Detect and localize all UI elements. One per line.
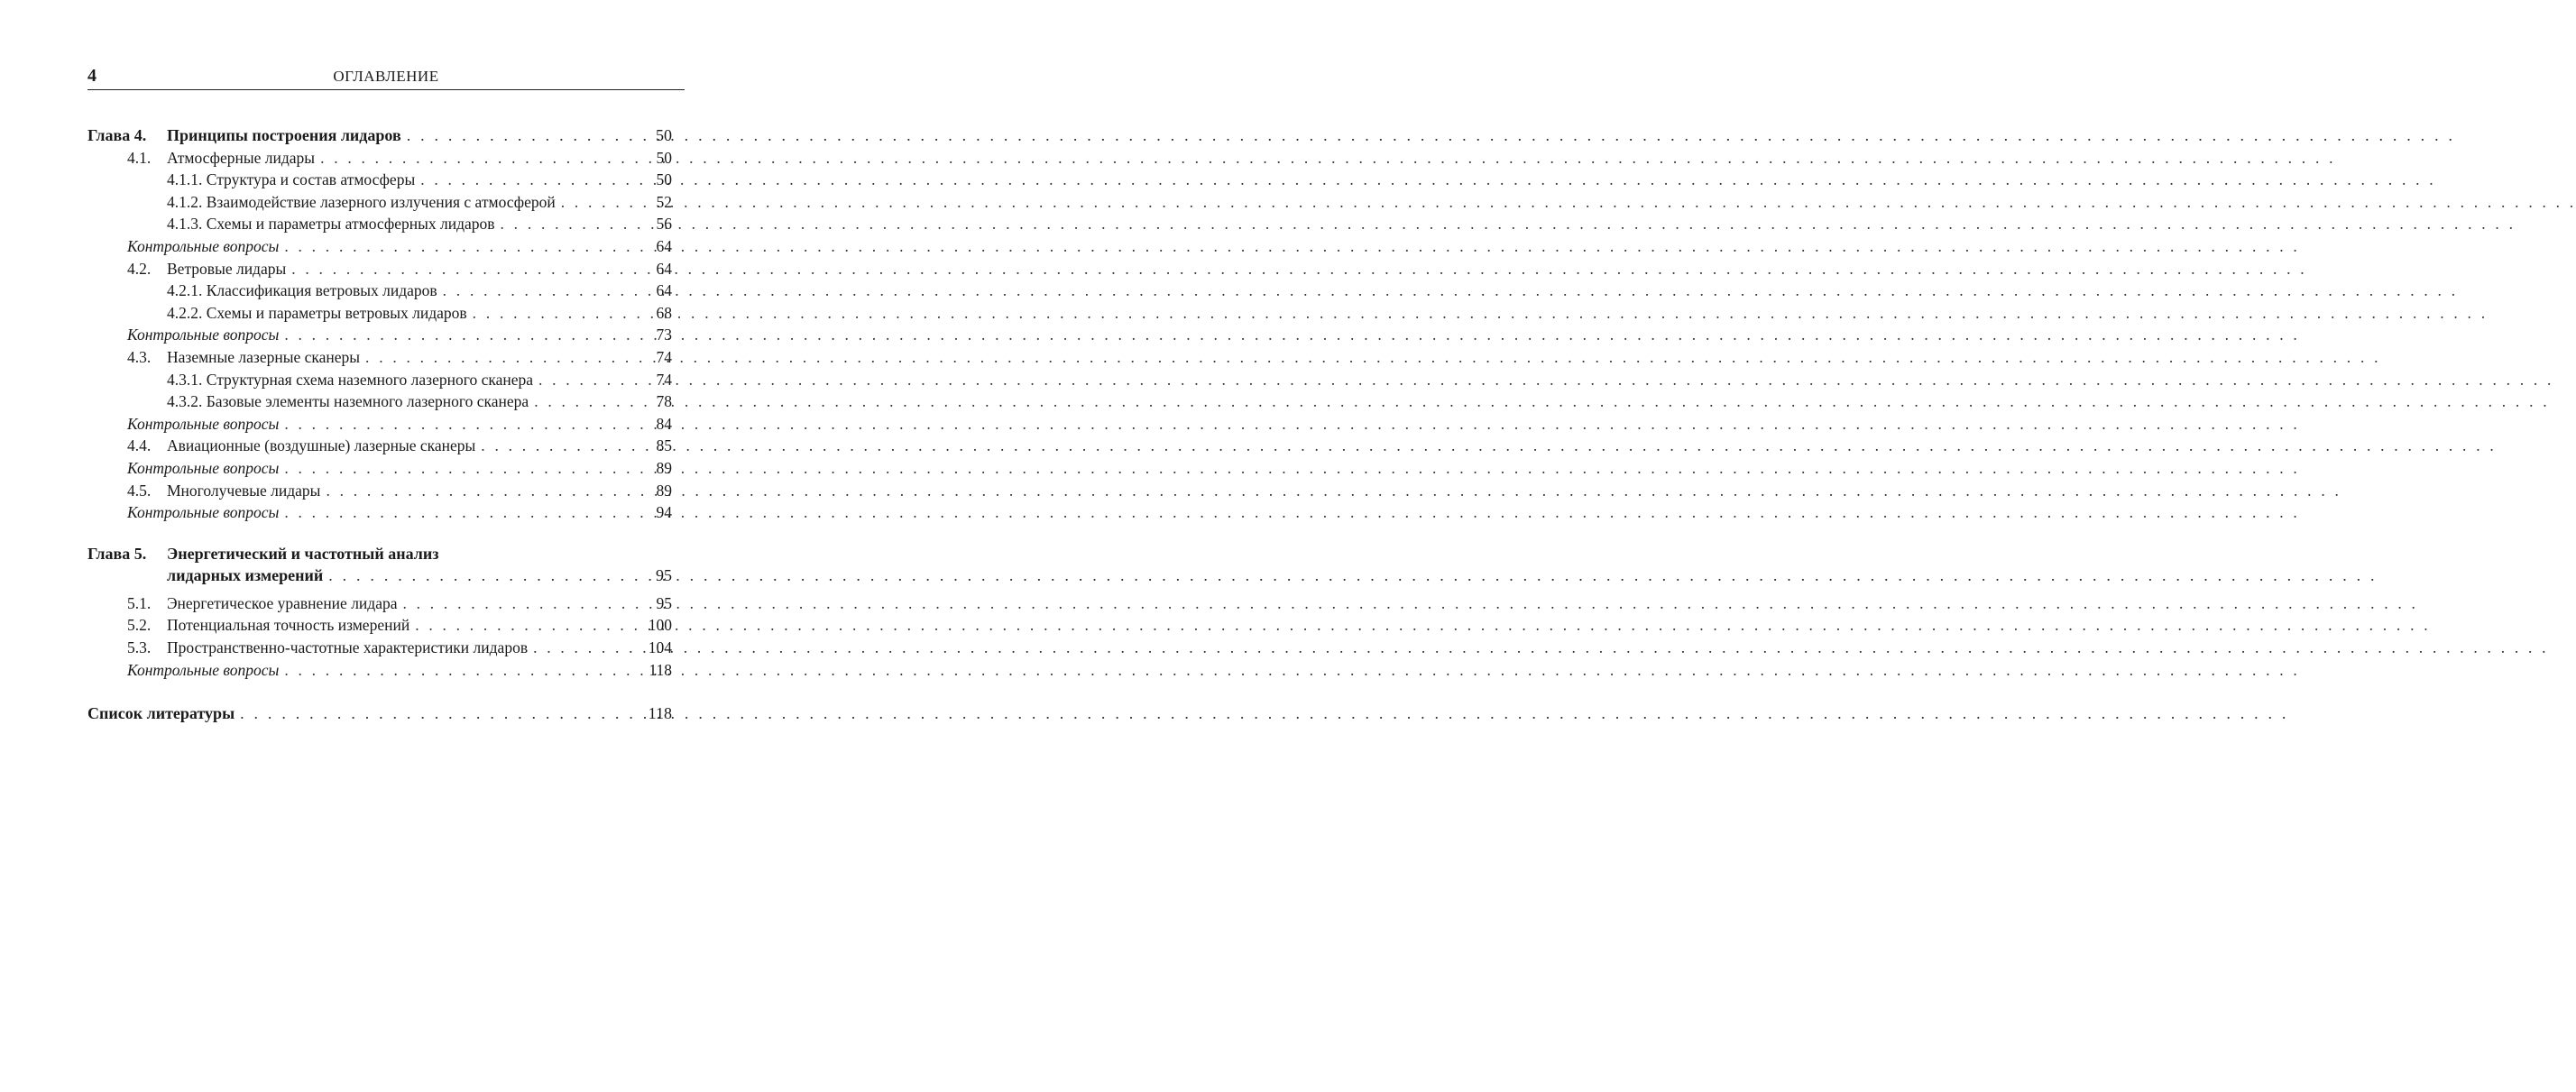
entry-title: Потенциальная точность измерений (167, 616, 410, 635)
section-number: 5.2. (127, 616, 152, 635)
page-ref: 89 (656, 481, 672, 500)
section-number: 4.3. (127, 347, 152, 366)
leader-dots (326, 480, 632, 502)
entry-title: Контрольные вопросы (127, 503, 280, 522)
page-ref: 50 (656, 148, 672, 167)
page-ref: 74 (656, 370, 672, 389)
leader-dots (415, 614, 632, 637)
leader-dots (561, 191, 632, 214)
entry-title: 4.1.2. Взаимодействие лазерного излучения с атмосферой (167, 192, 556, 211)
entry-title: 4.3.2. Базовые элементы наземного лазерного сканера (167, 392, 529, 411)
page-ref: 84 (656, 414, 672, 433)
page-ref: 85 (656, 436, 672, 455)
toc-section[interactable] (87, 346, 685, 369)
toc-review-questions[interactable] (87, 501, 685, 524)
entry-title: Контрольные вопросы (127, 660, 280, 679)
page-ref: 52 (656, 192, 672, 211)
leader-dots (538, 369, 632, 391)
toc-review-questions[interactable] (87, 324, 685, 346)
toc-review-questions[interactable] (87, 235, 685, 258)
chapter-number: Глава 4. (87, 126, 147, 144)
page-ref: 64 (656, 259, 672, 278)
toc-section[interactable] (87, 592, 685, 615)
leader-dots (402, 592, 632, 615)
toc-bibliography[interactable] (87, 702, 685, 725)
page-number: 4 (87, 66, 97, 86)
leader-dots (473, 302, 632, 325)
entry-title: Наземные лазерные сканеры (167, 347, 361, 366)
section-number: 5.3. (127, 638, 152, 657)
bibliography-title: Список литературы (87, 704, 235, 723)
page-ref: 118 (648, 704, 672, 723)
page-ref: 94 (656, 503, 672, 522)
leader-dots (534, 390, 632, 413)
page-ref: 73 (656, 326, 672, 344)
page-ref: 95 (656, 566, 672, 585)
entry-title: Атмосферные лидары (167, 148, 316, 167)
toc-subsection[interactable] (87, 280, 685, 302)
leader-dots (328, 564, 632, 587)
page-ref: 118 (649, 660, 672, 679)
toc-subsection[interactable] (87, 369, 685, 391)
toc-section[interactable] (87, 435, 685, 457)
toc-review-questions[interactable] (87, 413, 685, 436)
toc-subsection[interactable] (87, 191, 685, 214)
entry-title: Контрольные вопросы (127, 236, 280, 255)
running-title: ОГЛАВЛЕНИЕ (333, 68, 439, 85)
toc-review-questions[interactable] (87, 659, 685, 682)
page-header (87, 64, 685, 90)
leader-dots (443, 280, 632, 302)
page-ref: 64 (656, 281, 672, 300)
chapter-title-line1: Энергетический и частотный анализ (167, 544, 439, 563)
chapter-title-line2: лидарных измерений (167, 566, 324, 585)
table-of-contents (87, 124, 685, 725)
leader-dots (320, 147, 632, 170)
page-ref: 50 (656, 170, 672, 189)
entry-title: Ветровые лидары (167, 259, 287, 278)
section-number: 4.4. (127, 436, 152, 455)
chapter-title: Принципы построения лидаров (167, 126, 401, 144)
leader-dots (284, 501, 632, 524)
chapter-number: Глава 5. (87, 544, 147, 563)
page-ref: 100 (648, 616, 672, 635)
leader-dots (533, 637, 632, 659)
section-number: 4.5. (127, 481, 152, 500)
leader-dots (284, 235, 632, 258)
entry-title: Энергетическое уравнение лидара (167, 593, 398, 612)
toc-section[interactable] (87, 258, 685, 280)
toc-section[interactable] (87, 147, 685, 170)
entry-title: Контрольные вопросы (127, 326, 280, 344)
toc-section[interactable] (87, 637, 685, 659)
leader-dots (284, 324, 632, 346)
toc-subsection[interactable] (87, 302, 685, 325)
page-ref: 74 (656, 347, 672, 366)
page-ref: 56 (656, 215, 672, 234)
page-ref: 104 (648, 638, 672, 657)
leader-dots (481, 435, 632, 457)
leader-dots (284, 413, 632, 436)
page-ref: 68 (656, 303, 672, 322)
entry-title: Контрольные вопросы (127, 414, 280, 433)
entry-title: 4.2.1. Классификация ветровых лидаров (167, 281, 437, 300)
leader-dots (407, 124, 632, 147)
toc-review-questions[interactable] (87, 457, 685, 480)
toc-chapter-4[interactable] (87, 124, 685, 147)
toc-section[interactable] (87, 614, 685, 637)
toc-chapter-5[interactable] (87, 543, 685, 565)
entry-title: Контрольные вопросы (127, 458, 280, 477)
toc-chapter-5-cont[interactable] (87, 564, 685, 587)
toc-subsection[interactable] (87, 390, 685, 413)
page-ref: 64 (656, 236, 672, 255)
entry-title: 4.1.1. Структура и состав атмосферы (167, 170, 416, 189)
leader-dots (365, 346, 632, 369)
leader-dots (291, 258, 632, 280)
chapter-4-entries (87, 147, 685, 524)
entry-title: Многолучевые лидары (167, 481, 321, 500)
toc-subsection[interactable] (87, 213, 685, 235)
entry-title: 4.2.2. Схемы и параметры ветровых лидаров (167, 303, 467, 322)
entry-title: 4.3.1. Структурная схема наземного лазерного сканера (167, 370, 533, 389)
leader-dots (420, 169, 632, 191)
entry-title: 4.1.3. Схемы и параметры атмосферных лидаров (167, 215, 495, 234)
leader-dots (501, 213, 632, 235)
entry-title: Авиационные (воздушные) лазерные сканеры (167, 436, 476, 455)
page-ref: 95 (656, 593, 672, 612)
leader-dots (284, 659, 632, 682)
entry-title: Пространственно-частотные характеристики лидаров (167, 638, 529, 657)
toc-section[interactable] (87, 480, 685, 502)
toc-subsection[interactable] (87, 169, 685, 191)
leader-dots (284, 457, 632, 480)
section-number: 4.1. (127, 148, 152, 167)
section-number: 5.1. (127, 593, 152, 612)
page-ref: 50 (656, 126, 672, 144)
page-ref: 89 (656, 458, 672, 477)
chapter-5-entries (87, 592, 685, 681)
page-ref: 78 (656, 392, 672, 411)
section-number: 4.2. (127, 259, 152, 278)
leader-dots (240, 702, 632, 725)
